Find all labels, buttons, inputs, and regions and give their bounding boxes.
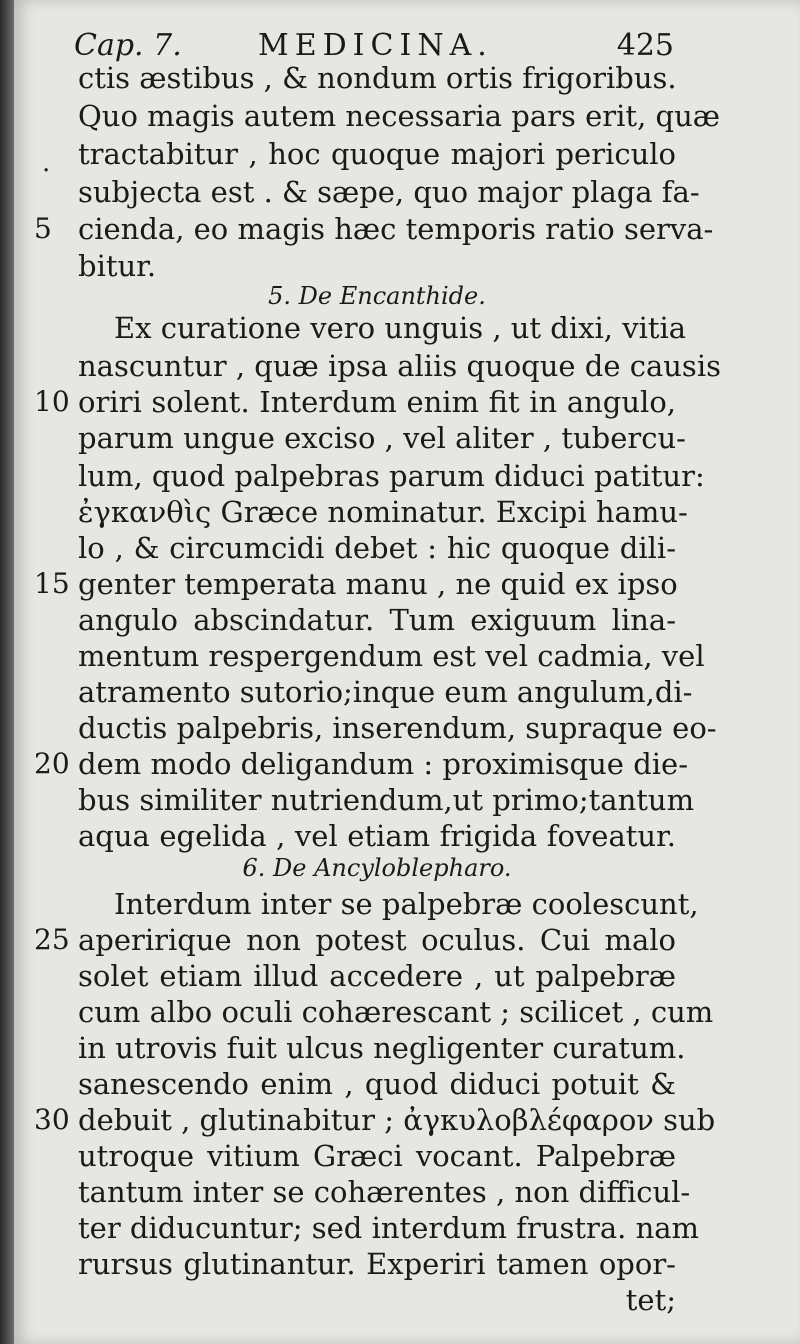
margin-mark: . <box>42 148 51 178</box>
text-line: angulo abscindatur. Tum exiguum lina- <box>78 603 676 637</box>
book-page <box>14 0 800 1344</box>
chapter-label: Cap. 7. <box>74 28 182 63</box>
text-line: lo , & circumcidi debet : hic quoque dili- <box>78 531 676 565</box>
text-line: Ex curatione vero unguis , ut dixi, vitia <box>114 311 687 345</box>
line-number: 20 <box>34 747 70 780</box>
line-number: 30 <box>34 1103 70 1136</box>
text-line: parum ungue exciso , vel aliter , tubercu- <box>78 421 686 455</box>
page-number: 425 <box>616 28 674 63</box>
text-line: cum albo oculi cohærescant ; scilicet , cum <box>78 995 714 1029</box>
text-line: Interdum inter se palpebræ coolescunt, <box>114 887 699 921</box>
text-line: ductis palpebris, inserendum, supraque eo- <box>78 711 717 745</box>
text-line: ctis æstibus , & nondum ortis frigoribus. <box>78 61 677 95</box>
text-line: atramento sutorio;inque eum angulum,di- <box>78 675 693 709</box>
text-line: bitur. <box>78 249 157 283</box>
text-line: tractabitur , hoc quoque majori periculo <box>78 137 676 171</box>
text-line: lum, quod palpebras parum diduci patitur: <box>78 459 705 493</box>
book-gutter <box>0 0 14 1344</box>
text-line: subjecta est . & sæpe, quo major plaga fa- <box>78 175 700 209</box>
text-line: Quo magis autem necessaria pars erit, quæ <box>78 99 721 133</box>
line-number: 5 <box>34 212 52 245</box>
text-line: debuit , glutinabitur ; ἀγκυλοβλέφαρον sub <box>78 1103 716 1137</box>
text-line: nascuntur , quæ ipsa aliis quoque de causis <box>78 349 721 383</box>
text-line: ter diducuntur; sed interdum frustra. nam <box>78 1211 700 1245</box>
text-line: aperirique non potest oculus. Cui malo <box>78 923 676 957</box>
text-line: genter temperata manu , ne quid ex ipso <box>78 567 678 601</box>
line-number: 25 <box>34 923 70 956</box>
line-number: 10 <box>34 385 70 418</box>
text-line: utroque vitium Græci vocant. Palpebræ <box>78 1139 676 1173</box>
running-title: MEDICINA. <box>258 28 493 63</box>
section-heading: 6. De Ancyloblepharo. <box>242 854 512 882</box>
text-line: aqua egelida , vel etiam frigida foveatur. <box>78 819 676 853</box>
text-line: in utrovis fuit ulcus negligenter curatum. <box>78 1031 686 1065</box>
text-line: sanescendo enim , quod diduci potuit & <box>78 1067 676 1101</box>
text-line: mentum respergendum est vel cadmia, vel <box>78 639 705 673</box>
catchword: tet; <box>625 1283 676 1317</box>
text-line: bus similiter nutriendum,ut primo;tantum <box>78 783 695 817</box>
text-line: tantum inter se cohærentes , non difficul- <box>78 1175 691 1209</box>
text-line: oriri solent. Interdum enim fit in angulo, <box>78 385 676 419</box>
text-line: dem modo deligandum : proximisque die- <box>78 747 688 781</box>
section-heading: 5. De Encanthide. <box>268 282 486 310</box>
text-line: cienda, eo magis hæc temporis ratio serva- <box>78 212 714 246</box>
line-number: 15 <box>34 567 70 600</box>
text-line: solet etiam illud accedere , ut palpebræ <box>78 959 676 993</box>
text-line: ἐγκανθὶς Græce nominatur. Excipi hamu- <box>78 495 688 529</box>
text-line: rursus glutinantur. Experiri tamen opor- <box>78 1247 676 1281</box>
